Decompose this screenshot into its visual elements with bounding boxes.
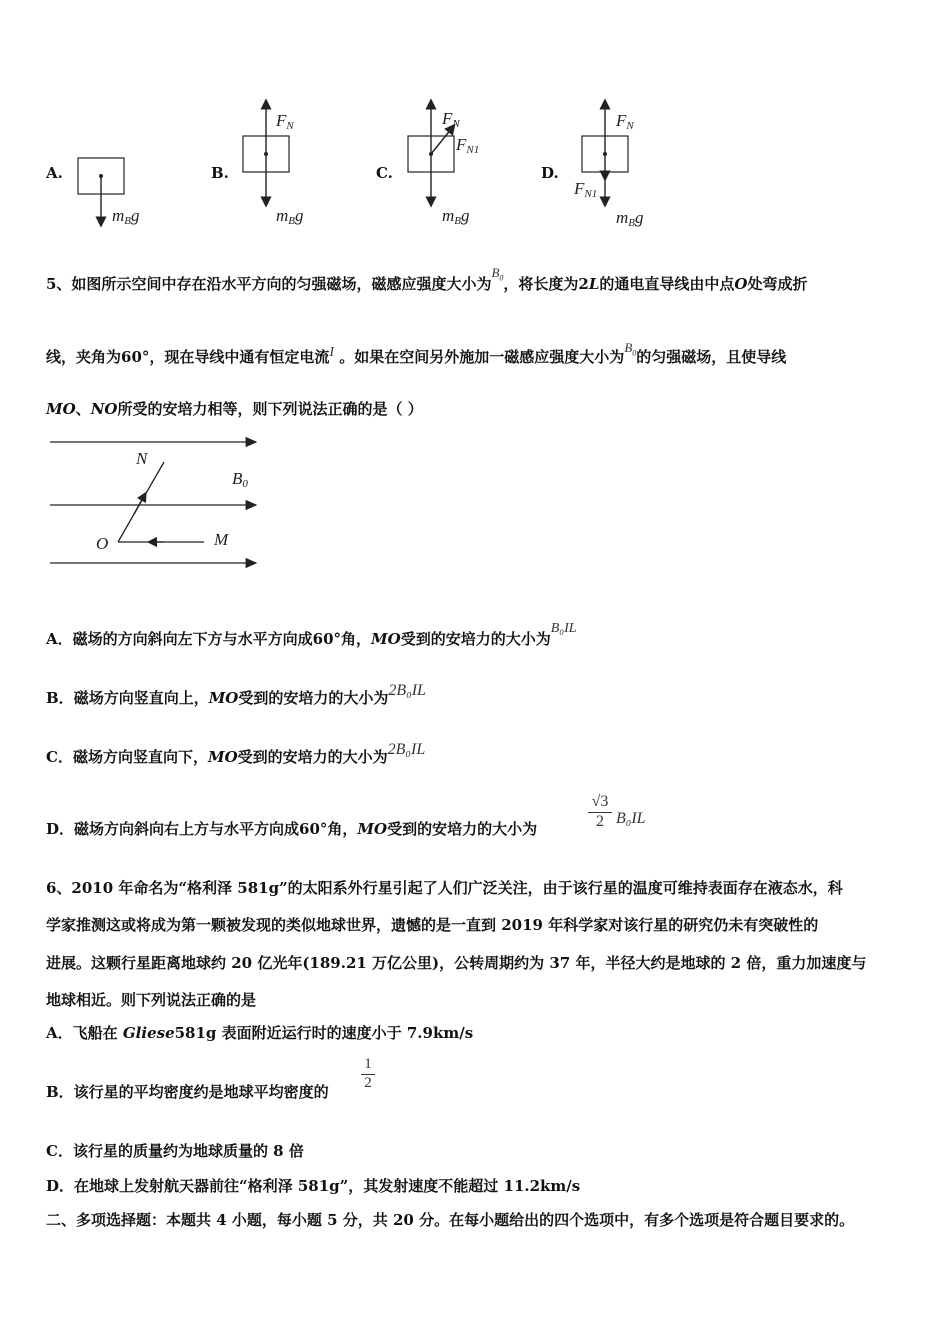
q5-line-3: MO、NO所受的安培力相等，则下列说法正确的是（ ）: [46, 400, 423, 418]
q5-option-a: A．磁场的方向斜向左下方与水平方向成60°角，MO受到的安培力的大小为B₀IL: [46, 621, 577, 648]
q6-option-b: B．该行星的平均密度约是地球平均密度的: [46, 1083, 329, 1101]
fig-option-d-label: D.: [541, 164, 559, 182]
svg-text:mBg: mBg: [616, 208, 644, 229]
q5-option-d-expression: B₀IL: [616, 810, 646, 827]
fig-option-c-label: C.: [376, 164, 393, 182]
force-diagrams: [0, 90, 700, 240]
svg-text:FN: FN: [276, 111, 294, 132]
fig-option-b-label: B.: [211, 164, 229, 182]
q5-figure: [44, 432, 274, 577]
q5-option-d: D．磁场方向斜向右上方与水平方向成60°角，MO受到的安培力的大小为: [46, 820, 538, 838]
svg-text:FN1: FN1: [456, 135, 480, 156]
diagram-b: [243, 104, 304, 227]
q6-option-c: C．该行星的质量约为地球质量的 8 倍: [46, 1142, 304, 1160]
svg-text:mBg: mBg: [276, 206, 304, 227]
svg-text:B0: B0: [232, 469, 248, 490]
svg-text:N: N: [136, 449, 148, 468]
q5-line-1: 5、如图所示空间中存在沿水平方向的匀强磁场，磁感应强度大小为$B_0$，将长度为2L的通电直导线由中点O处弯成折: [46, 265, 808, 293]
q5-line-2: 线，夹角为60°，现在导线中通有恒定电流I 。如果在空间另外施加一磁感应强度大小为$B_0$的匀强磁场，且使导线: [46, 340, 787, 366]
svg-text:mBg: mBg: [112, 206, 140, 227]
svg-text:FN: FN: [616, 111, 634, 132]
q6-option-b-fraction: $\frac{1}{2}$: [361, 1056, 375, 1092]
diagram-a: [78, 158, 140, 227]
q6-line-4: 地球相近。则下列说法正确的是: [46, 991, 257, 1009]
diagram-c: [408, 104, 479, 227]
q5-option-d-fraction: $\frac{√3}{2}$: [588, 793, 612, 831]
diagram-d: [573, 104, 644, 229]
q6-line-3: 进展。这颗行星距离地球约 20 亿光年(189.21 万亿公里)，公转周期约为 37 年，半径大约是地球的 2 倍，重力加速度与: [46, 954, 867, 972]
svg-text:FN: FN: [442, 109, 460, 130]
q5-option-b: B．磁场方向竖直向上，MO受到的安培力的大小为2B₀IL: [46, 682, 426, 707]
section-2-heading: 二、多项选择题：本题共 4 小题，每小题 5 分，共 20 分。在每小题给出的四个选项中，有多个选项是符合题目要求的。: [46, 1211, 855, 1229]
svg-text:FN1: FN1: [574, 179, 598, 200]
q6-option-a: A．飞船在 Gliese581g 表面附近运行时的速度小于 7.9km/s: [46, 1024, 474, 1042]
q6-option-d: D．在地球上发射航天器前往“格利泽 581g”，其发射速度不能超过 11.2km/s: [46, 1177, 581, 1195]
svg-text:mBg: mBg: [442, 206, 470, 227]
q6-line-1: 6、2010 年命名为“格利泽 581g”的太阳系外行星引起了人们广泛关注，由于该行星的温度可维持表面存在液态水，科: [46, 879, 843, 897]
fig-option-a-label: A.: [46, 164, 63, 182]
q6-line-2: 学家推测这或将成为第一颗被发现的类似地球世界，遗憾的是一直到 2019 年科学家对该行星的研究仍未有突破性的: [46, 916, 819, 934]
q5-option-c: C．磁场方向竖直向下，MO受到的安培力的大小为2B₀IL: [46, 741, 426, 766]
svg-text:O: O: [96, 534, 109, 553]
svg-text:M: M: [214, 530, 229, 549]
